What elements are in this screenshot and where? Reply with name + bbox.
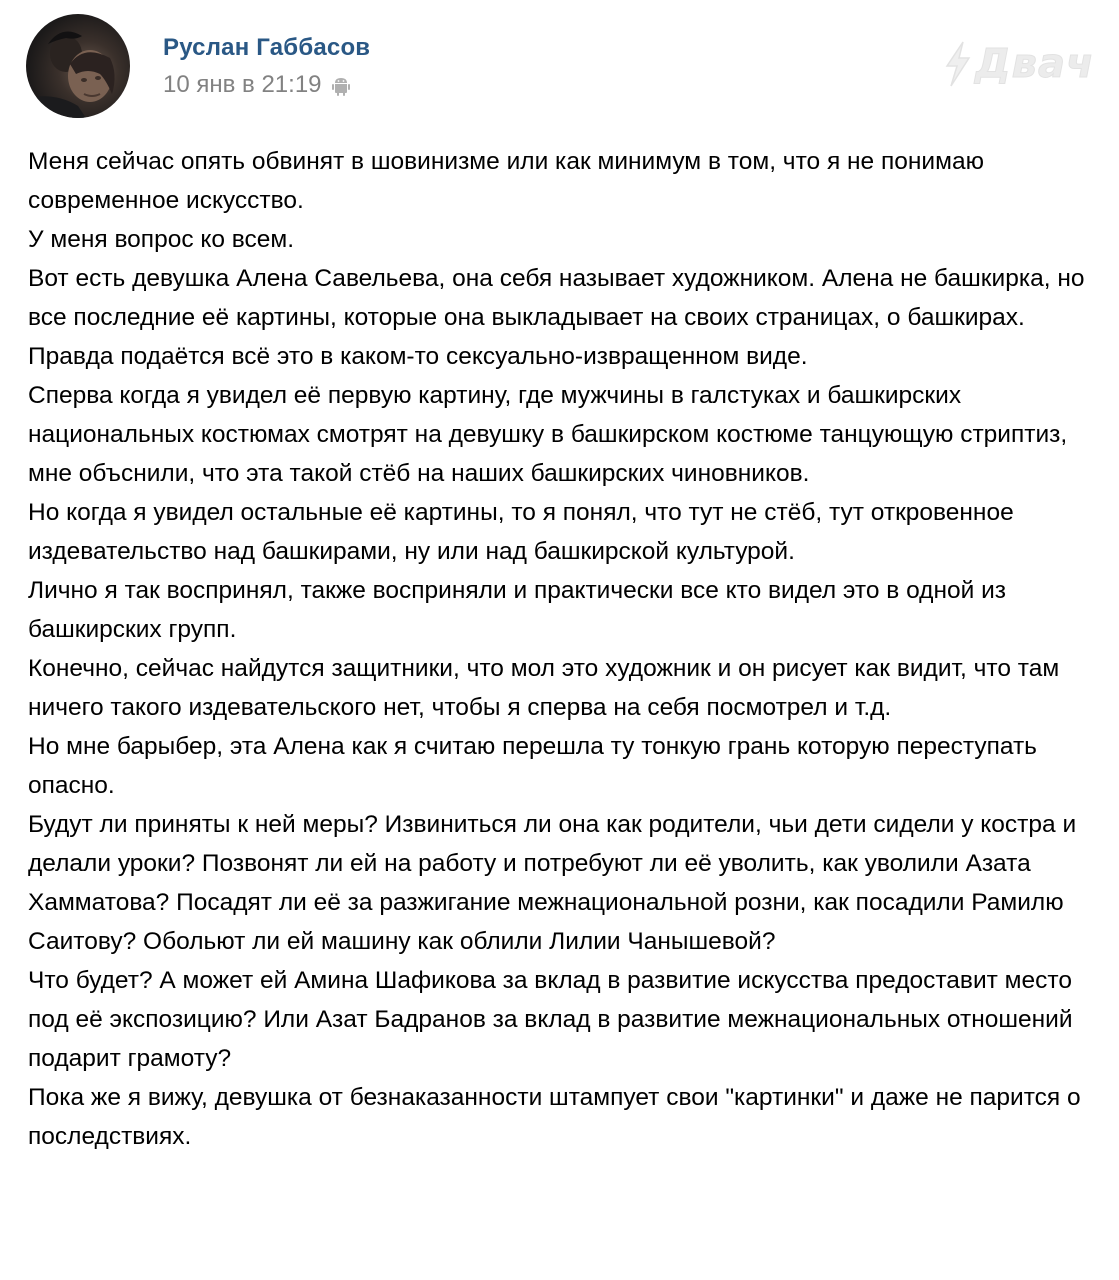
post-meta: [163, 71, 350, 99]
lightning-icon: [941, 40, 975, 88]
post-paragraph: Конечно, сейчас найдутся защитники, что мол это художник и он рисует как видит, что там ничего такого издевательского нет, чтобы я сперва на себя посмотрел и т.д.: [28, 655, 1060, 721]
post-paragraph: Вот есть девушка Алена Савельева, она себя называет художником. Алена не башкирка, но все последние её картины, которые она выкладывает на своих страницах, о башкирах.: [28, 265, 1085, 331]
post-paragraph: У меня вопрос ко всем.: [28, 226, 295, 253]
post-paragraph: Лично я так воспринял, также восприняли и практически все кто видел это в одной из башкирских групп.: [28, 577, 1007, 643]
post-paragraph: Правда подаётся всё это в каком-то сексуально-извращенном виде.: [28, 343, 808, 370]
post-paragraph: Пока же я вижу, девушка от безнаказанности штампует свои "картинки" и даже не парится о последствиях.: [28, 1084, 1081, 1150]
avatar[interactable]: [26, 14, 130, 118]
android-icon: [332, 75, 350, 95]
post-paragraph: Сперва когда я увидел её первую картину, где мужчины в галстуках и башкирских национальных костюмах смотрят на девушку в башкирском костюме танцующую стриптиз, мне объснили, что эта такой стёб на наших башкирских чиновников.: [28, 382, 1068, 487]
post-date[interactable]: 10 янв в 21:19: [163, 71, 322, 98]
avatar-photo: [26, 14, 130, 118]
post-header: [26, 14, 1096, 124]
post-paragraph: Будут ли приняты к ней меры? Извиниться ли она как родители, чьи дети сидели у костра и делали уроки? Позвонят ли ей на работу и потребуют ли её уволить, как уволили Азата Хамматова? Посадят ли её за разжигание межнациональной розни, как посадили Рамилю Саитову? Обольют ли ей машину как облили Лилии Чанышевой?: [28, 811, 1077, 955]
watermark-logo: [941, 36, 1094, 92]
watermark-text: Двач: [975, 41, 1095, 87]
post-paragraph: Но когда я увидел остальные её картины, то я понял, что тут не стёб, тут откровенное издевательство над башкирами, ну или над башкирской культурой.: [28, 499, 1014, 565]
author-name[interactable]: Руслан Габбасов: [163, 34, 371, 61]
post-paragraph: Меня сейчас опять обвинят в шовинизме или как минимум в том, что я не понимаю современное искусство.: [28, 148, 984, 214]
post-paragraph: Что будет? А может ей Амина Шафикова за вклад в развитие искусства предоставит место под её экспозицию? Или Азат Бадранов за вклад в развитие межнациональных отношений подарит грамоту?: [28, 967, 1073, 1072]
post-paragraph: Но мне барыбер, эта Алена как я считаю перешла ту тонкую грань которую переступать опасно.: [28, 733, 1037, 799]
post-text: [28, 142, 1098, 1156]
